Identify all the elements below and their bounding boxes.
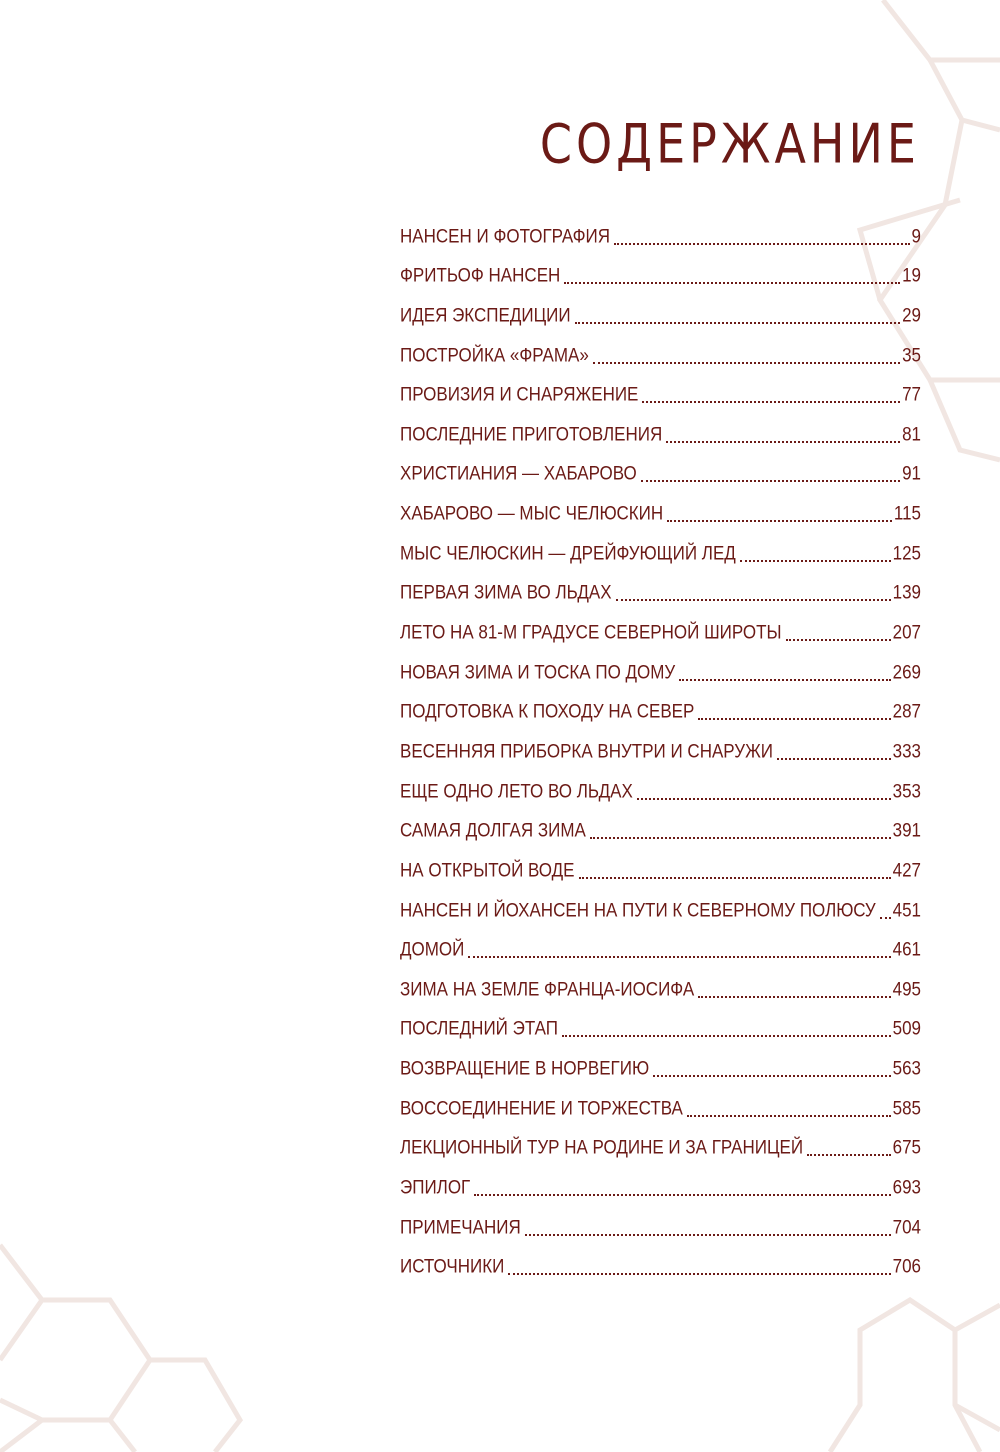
toc-entry-page-number: 333 [892, 740, 921, 762]
toc-entry[interactable] [400, 967, 921, 1007]
toc-entry-title: ПРИМЕЧАНИЯ [400, 1216, 521, 1238]
toc-entry[interactable] [400, 531, 921, 571]
toc-entry[interactable] [400, 928, 921, 968]
toc-entry-title: ХАБАРОВО — МЫС ЧЕЛЮСКИН [400, 502, 664, 525]
toc-dot-leader [564, 282, 900, 284]
toc-entry-page-number: 704 [892, 1216, 921, 1238]
hexagon-outline [955, 1305, 1000, 1330]
toc-entry-page-number: 563 [892, 1057, 921, 1079]
toc-entry-page-number: 77 [902, 383, 921, 406]
toc-dot-leader [593, 362, 900, 364]
toc-entry-page-number: 693 [892, 1176, 921, 1198]
toc-dot-leader [786, 639, 891, 641]
toc-dot-leader [562, 1035, 891, 1037]
toc-entry-title: ХРИСТИАНИЯ — ХАБАРОВО [400, 463, 637, 485]
toc-entry-page-number: 509 [892, 1018, 921, 1040]
toc-entry[interactable] [400, 769, 921, 809]
toc-entry[interactable] [400, 1245, 921, 1285]
toc-entry-title: САМАЯ ДОЛГАЯ ЗИМА [400, 819, 586, 842]
toc-dot-leader [642, 401, 900, 403]
toc-dot-leader [590, 837, 891, 839]
hexagon-outline [110, 1420, 135, 1452]
hexagon-outline [0, 1300, 150, 1452]
toc-dot-leader [653, 1075, 890, 1077]
toc-entry[interactable] [400, 571, 921, 611]
hexagon-outline [883, 0, 1000, 60]
toc-entry-page-number: 115 [893, 502, 921, 525]
toc-entry[interactable] [400, 333, 921, 373]
toc-entry[interactable] [400, 729, 921, 769]
toc-entry-title: ИДЕЯ ЭКСПЕДИЦИИ [400, 304, 571, 326]
toc-dot-leader [666, 441, 900, 443]
toc-entry-page-number: 353 [892, 780, 921, 802]
toc-entry-title: МЫС ЧЕЛЮСКИН — ДРЕЙФУЮЩИЙ ЛЕД [400, 542, 736, 564]
toc-dot-leader [807, 1154, 891, 1156]
toc-entry-title: НАНСЕН И ЙОХАНСЕН НА ПУТИ К СЕВЕРНОМУ ПОЛЮСУ [400, 899, 876, 921]
toc-entry[interactable] [400, 848, 921, 888]
toc-dot-leader [637, 798, 891, 800]
toc-entry[interactable] [400, 491, 921, 531]
toc-entry[interactable] [400, 1086, 921, 1126]
toc-entry-page-number: 29 [902, 304, 921, 326]
toc-entry-page-number: 9 [911, 225, 921, 247]
toc-entry-title: ФРИТЬОФ НАНСЕН [400, 264, 561, 287]
toc-entry[interactable] [400, 412, 921, 452]
toc-entry-title: ЛЕКЦИОННЫЙ ТУР НА РОДИНЕ И ЗА ГРАНИЦЕЙ [400, 1136, 804, 1159]
toc-entry[interactable] [400, 254, 921, 294]
hexagon-outline [0, 1400, 42, 1420]
toc-entry-page-number: 207 [892, 621, 921, 643]
toc-entry-page-number: 675 [892, 1136, 921, 1159]
toc-entry-page-number: 287 [892, 700, 921, 723]
toc-entry-title: ПОСЛЕДНИЙ ЭТАП [400, 1018, 559, 1040]
toc-dot-leader [687, 1115, 891, 1117]
toc-entry[interactable] [400, 1046, 921, 1086]
toc-entry-page-number: 706 [892, 1255, 921, 1278]
toc-dot-leader [474, 1194, 890, 1196]
toc-dot-leader [698, 718, 890, 720]
toc-entry-title: ПОСЛЕДНИЕ ПРИГОТОВЛЕНИЯ [400, 423, 663, 445]
toc-entry[interactable] [400, 610, 921, 650]
toc-entry[interactable] [400, 1205, 921, 1245]
toc-entry[interactable] [400, 888, 921, 928]
table-of-contents [400, 214, 921, 1284]
hexagon-outline [150, 1360, 240, 1452]
toc-entry-title: ВЕСЕННЯЯ ПРИБОРКА ВНУТРИ И СНАРУЖИ [400, 740, 773, 762]
toc-dot-leader [698, 996, 890, 998]
toc-entry[interactable] [400, 293, 921, 333]
toc-dot-leader [777, 758, 891, 760]
toc-entry[interactable] [400, 1165, 921, 1205]
toc-dot-leader [468, 956, 890, 958]
toc-entry[interactable] [400, 214, 921, 254]
toc-entry-title: ЕЩЕ ОДНО ЛЕТО ВО ЛЬДАХ [400, 780, 633, 802]
toc-entry-page-number: 91 [902, 463, 921, 485]
toc-entry-page-number: 427 [892, 859, 921, 881]
toc-entry-page-number: 139 [892, 582, 921, 604]
toc-entry[interactable] [400, 1007, 921, 1047]
toc-entry-title: ЗИМА НА ЗЕМЛЕ ФРАНЦА-ИОСИФА [400, 978, 695, 1000]
toc-entry[interactable] [400, 650, 921, 690]
toc-entry[interactable] [400, 1126, 921, 1166]
toc-entry-page-number: 269 [892, 661, 921, 683]
toc-entry[interactable] [400, 809, 921, 849]
hexagon-outline [930, 60, 1000, 130]
toc-entry-page-number: 81 [902, 423, 921, 445]
toc-dot-leader [614, 243, 909, 245]
toc-entry-page-number: 19 [902, 264, 921, 287]
toc-dot-leader [579, 877, 891, 879]
toc-entry-title: ВОССОЕДИНЕНИЕ И ТОРЖЕСТВА [400, 1097, 683, 1119]
toc-entry-page-number: 585 [892, 1097, 921, 1119]
toc-entry-title: ПЕРВАЯ ЗИМА ВО ЛЬДАХ [400, 582, 612, 604]
hexagon-outline [930, 380, 1000, 460]
toc-entry-title: ЛЕТО НА 81-М ГРАДУСЕ СЕВЕРНОЙ ШИРОТЫ [400, 621, 782, 643]
toc-dot-leader [641, 480, 900, 482]
hexagon-outline [830, 1300, 980, 1452]
toc-entry-page-number: 125 [892, 542, 921, 564]
toc-entry-title: ВОЗВРАЩЕНИЕ В НОРВЕГИЮ [400, 1057, 650, 1079]
toc-dot-leader [880, 917, 891, 919]
toc-entry-title: НА ОТКРЫТОЙ ВОДЕ [400, 859, 575, 881]
toc-entry-page-number: 391 [892, 819, 921, 842]
toc-entry-page-number: 35 [902, 344, 921, 366]
toc-dot-leader [525, 1234, 891, 1236]
hexagon-outline [0, 1245, 42, 1360]
toc-dot-leader [740, 560, 891, 562]
page-title: СОДЕРЖАНИЕ [539, 112, 920, 176]
toc-entry-title: ПРОВИЗИЯ И СНАРЯЖЕНИЕ [400, 383, 639, 406]
toc-entry-page-number: 451 [892, 899, 921, 921]
toc-entry-title: НАНСЕН И ФОТОГРАФИЯ [400, 225, 611, 247]
toc-entry[interactable] [400, 690, 921, 730]
toc-dot-leader [616, 599, 891, 601]
toc-dot-leader [667, 520, 892, 522]
toc-entry-title: ПОДГОТОВКА К ПОХОДУ НА СЕВЕР [400, 700, 695, 723]
toc-dot-leader [679, 679, 890, 681]
toc-entry[interactable] [400, 452, 921, 492]
toc-entry-page-number: 495 [892, 978, 921, 1000]
toc-entry[interactable] [400, 373, 921, 413]
toc-dot-leader [575, 322, 900, 324]
toc-dot-leader [508, 1273, 890, 1275]
toc-entry-title: ЭПИЛОГ [400, 1176, 471, 1198]
toc-entry-title: НОВАЯ ЗИМА И ТОСКА ПО ДОМУ [400, 661, 676, 683]
toc-entry-title: ДОМОЙ [400, 938, 465, 961]
toc-entry-page-number: 461 [892, 938, 921, 961]
toc-entry-title: ИСТОЧНИКИ [400, 1255, 505, 1278]
toc-entry-title: ПОСТРОЙКА «ФРАМА» [400, 344, 589, 366]
